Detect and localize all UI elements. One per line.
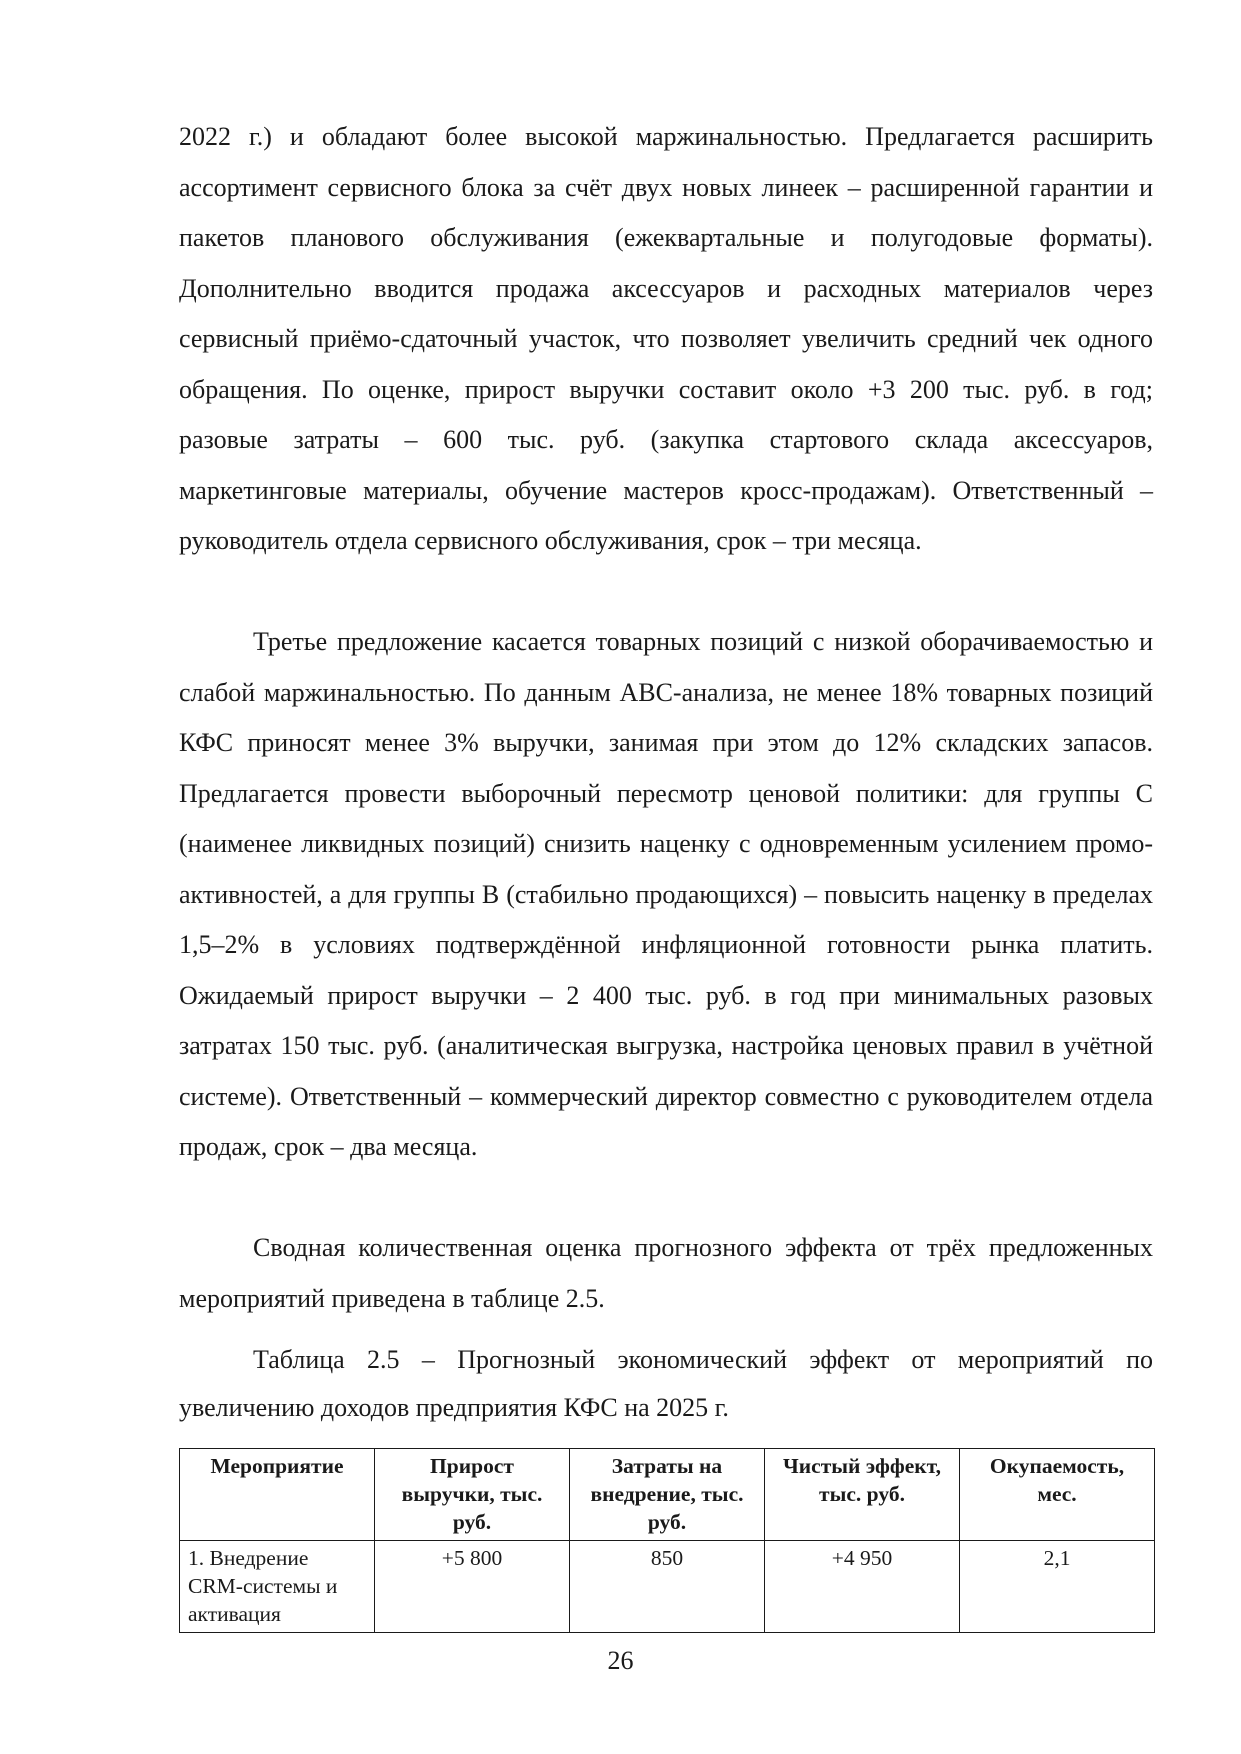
paragraph-pricing-policy: Третье предложение касается товарных позиций с низкой оборачиваемостью и слабой маржинальностью. По данным ABC-анализа, не менее 18% товарных позиций КФС приносят менее 3% выручки, занимая при этом до 12% складских запасов. Предлагается провести выборочный пересмотр ценовой политики: для группы С (наименее ликвидных позиций) снизить наценку с одновременным усилением промо-активностей, а для группы В (стабильно продающихся) – повысить наценку в пределах 1,5–2% в условиях подтверждённой инфляционной готовности рынка платить. Ожидаемый прирост выручки – 2 400 тыс. руб. в год при минимальных разовых затратах 150 тыс. руб. (аналитическая выгрузка, настройка ценовых правил в учётной системе). Ответственный – коммерческий директор совместно с руководителем отдела продаж, срок – два месяца. [179,627,1153,1161]
table-row [180,1541,1155,1633]
table-caption: Таблица 2.5 – Прогнозный экономический эффект от мероприятий по увеличению доходов предприятия КФС на 2025 г. [179,1345,1153,1422]
header-revenue-growth: Прирост выручки, тыс. руб. [375,1449,570,1541]
page-number: 26 [607,1646,634,1675]
paragraph-summary-intro: Сводная количественная оценка прогнозного эффекта от трёх предложенных мероприятий приведена в таблице 2.5. [179,1233,1153,1313]
cell-net-effect: +4 950 [765,1541,960,1633]
table-header-row [180,1449,1155,1541]
header-payback: Окупаемость, мес. [960,1449,1155,1541]
cell-implementation-cost: 850 [570,1541,765,1633]
header-net-effect: Чистый эффект, тыс. руб. [765,1449,960,1541]
forecast-effect-table [179,1448,1155,1633]
cell-measure: 1. Внедрение CRM-системы и активация [180,1541,375,1633]
paragraph-service-expansion: 2022 г.) и обладают более высокой маржинальностью. Предлагается расширить ассортимент сервисного блока за счёт двух новых линеек – расширенной гарантии и пакетов планового обслуживания (ежеквартальные и полугодовые форматы). Дополнительно вводится продажа аксессуаров и расходных материалов через сервисный приёмо-сдаточный участок, что позволяет увеличить средний чек одного обращения. По оценке, прирост выручки составит около +3 200 тыс. руб. в год; разовые затраты – 600 тыс. руб. (закупка стартового склада аксессуаров, маркетинговые материалы, обучение мастеров кросс-продажам). Ответственный – руководитель отдела сервисного обслуживания, срок – три месяца. [179,122,1153,555]
cell-payback: 2,1 [960,1541,1155,1633]
header-measure: Мероприятие [180,1449,375,1541]
header-implementation-cost: Затраты на внедрение, тыс. руб. [570,1449,765,1541]
cell-revenue-growth: +5 800 [375,1541,570,1633]
